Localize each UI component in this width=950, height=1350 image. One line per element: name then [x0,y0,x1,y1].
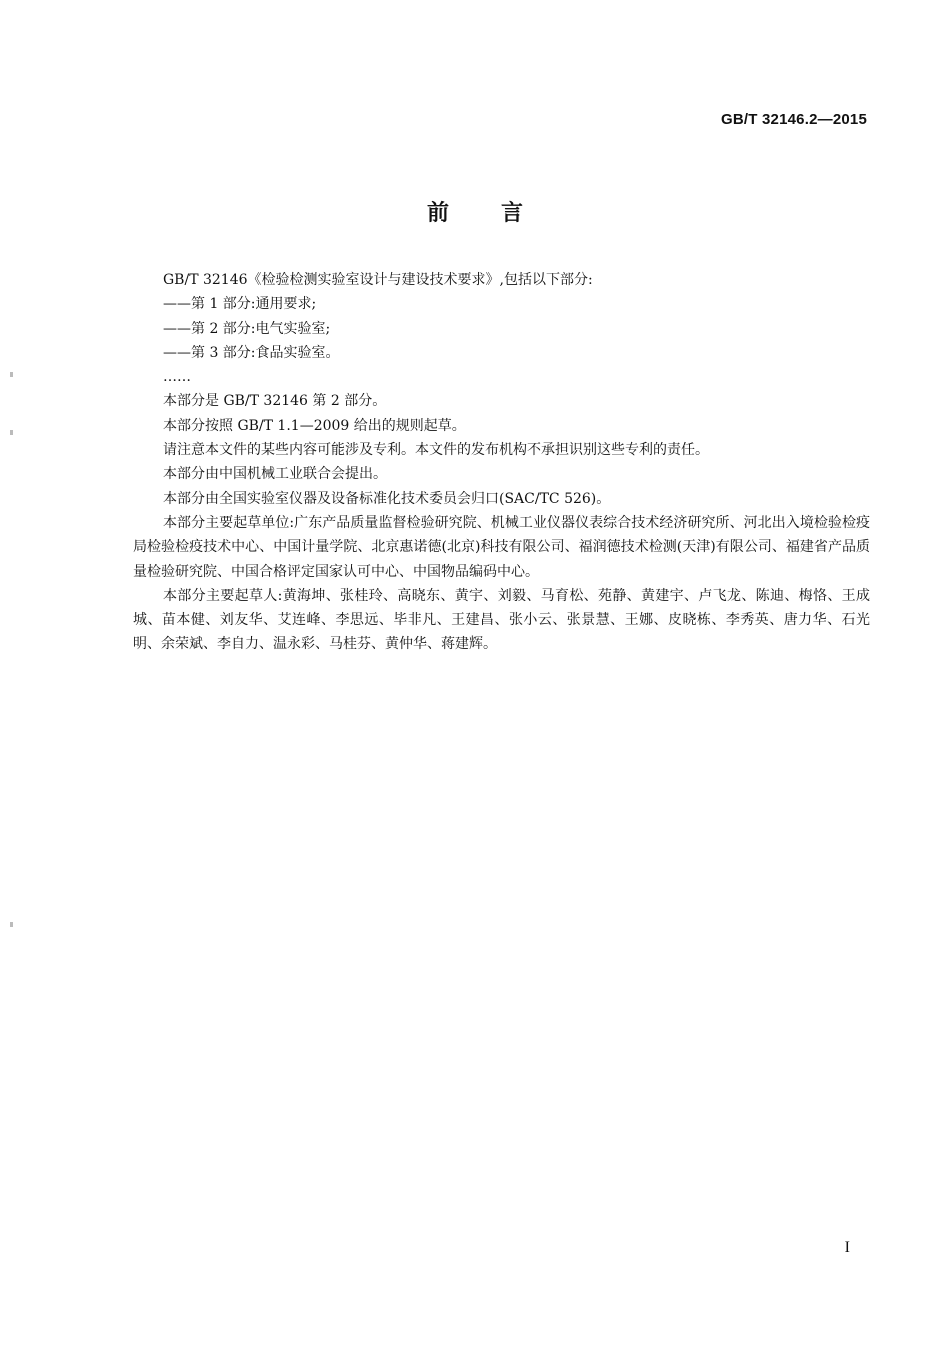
paragraph-part-statement: 本部分是 GB/T 32146 第 2 部分。 [163,393,387,410]
page-title: 前言 [426,201,575,226]
paragraph-drafting-rules: 本部分按照 GB/T 1.1—2009 给出的规则起草。 [163,417,466,434]
page-number: I [844,1239,850,1256]
paragraph-patent-notice: 请注意本文件的某些内容可能涉及专利。本文件的发布机构不承担识别这些专利的责任。 [163,442,709,459]
standard-number: GB/T 32146.2—2015 [721,111,867,128]
paragraph-parts-intro: GB/T 32146《检验检测实验室设计与建设技术要求》,包括以下部分: [163,272,593,288]
list-item-part-2: ——第 2 部分:电气实验室; [163,320,331,337]
foreword-content [133,268,870,657]
paragraph-proposed-by: 本部分由中国机械工业联合会提出。 [163,466,387,483]
scan-mark [10,922,13,927]
scan-mark [10,430,13,435]
scan-mark [10,372,13,377]
paragraph-drafters: 本部分主要起草人:黄海坤、张桂玲、高晓东、黄宇、刘毅、马育松、苑静、黄建宇、卢飞龙、陈迪、梅恪、王成城、苗本健、刘友华、艾连峰、李思远、毕非凡、王建昌、张小云、张景慧、王娜、皮晓栋、李秀英、唐力华、石光明、余荣斌、李自力、温永彩、马桂芬、黄仲华、蒋建辉。 [133,587,870,653]
list-ellipsis: …… [163,369,191,386]
list-item-part-3: ——第 3 部分:食品实验室。 [163,344,340,361]
list-item-part-1: ——第 1 部分:通用要求; [163,296,317,313]
paragraph-drafting-units: 本部分主要起草单位:广东产品质量监督检验研究院、机械工业仪器仪表综合技术经济研究所、河北出入境检验检疫局检验检疫技术中心、中国计量学院、北京惠诺德(北京)科技有限公司、福润德技术检测(天津)有限公司、福建省产品质量检验研究院、中国合格评定国家认可中心、中国物品编码中心。 [133,514,870,580]
paragraph-centralized-by: 本部分由全国实验室仪器及设备标准化技术委员会归口(SAC/TC 526)。 [163,490,611,507]
